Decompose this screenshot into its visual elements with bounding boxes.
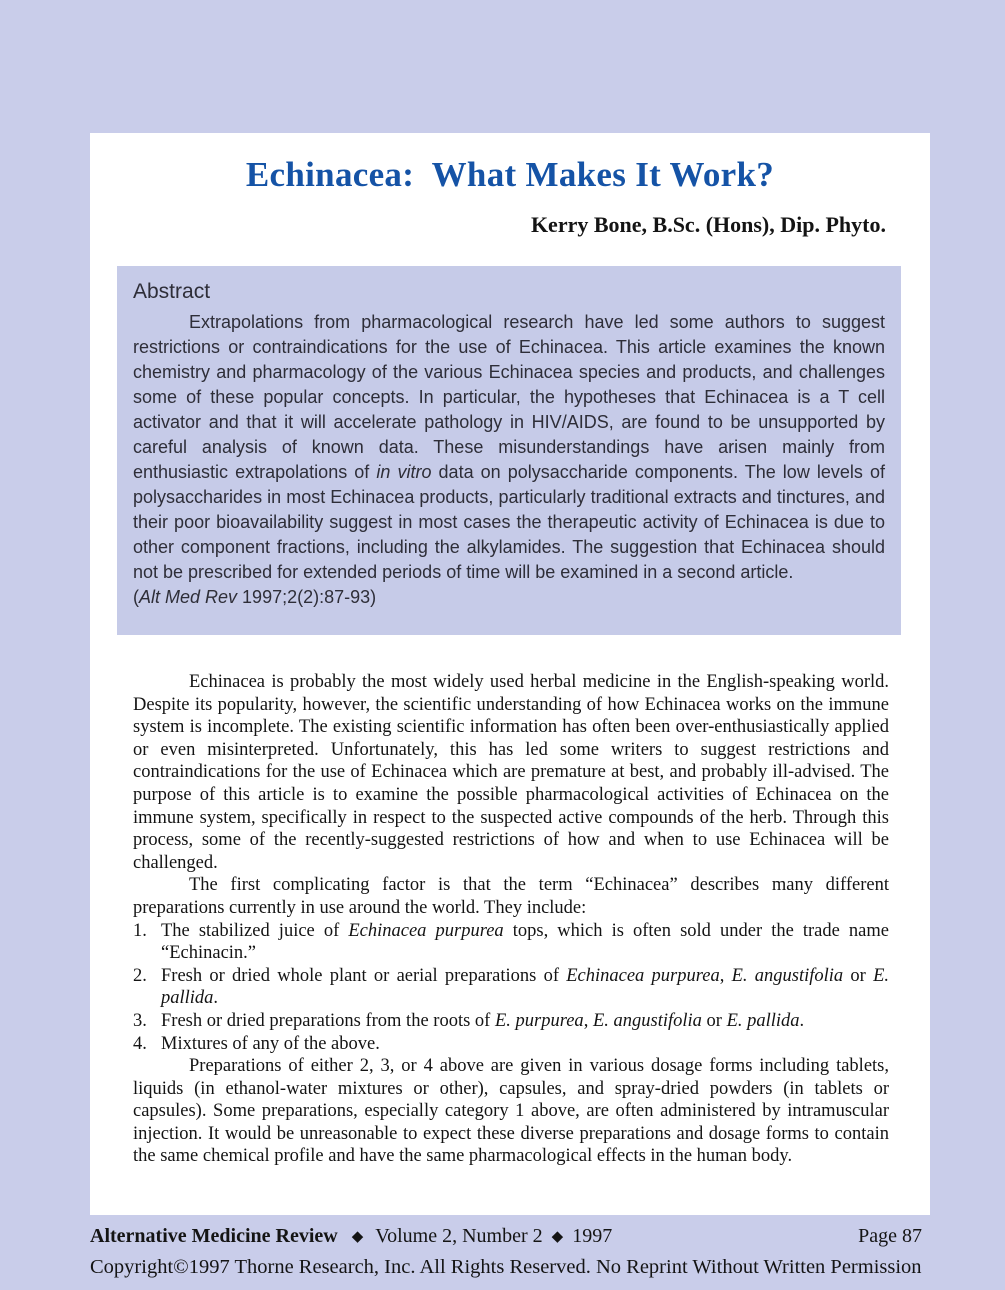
abstract-box	[117, 266, 901, 635]
year-label: 1997	[572, 1225, 613, 1247]
abstract-text: Extrapolations from pharmacological research have led some authors to suggest restrictions or contraindications for the use of Echinacea. This article examines the known chemistry and pharmacology of the various Echinacea species and products, and challenges some of these popular concepts. In particular, the hypotheses that Echinacea is a T cell activator and that it will accelerate pathology in HIV/AIDS, are found to be unsupported by careful analysis of known data. These misunderstandings have arisen mainly from enthusiastic extrapolations of in vitro data on polysaccharide components. The low levels of polysaccharides in most Echinacea products, particularly traditional extracts and tinctures, and their poor bioavailability suggest in most cases the therapeutic activity of Echinacea is due to other component fractions, including the alkylamides. The suggestion that Echinacea should not be prescribed for extended periods of time will be examined in a second article.	[133, 312, 886, 582]
abstract-heading: Abstract	[133, 280, 211, 303]
preparation-list	[133, 920, 889, 1056]
body-paragraph-1: Echinacea is probably the most widely used herbal medicine in the English-speaking world. Despite its popularity, however, the scientific understanding of how Echinacea works on the immune system is incomplete. The existing scientific information has often been over-enthusiastically applied or even misinterpreted. Unfortunately, this has led some writers to suggest restrictions and contraindications for the use of Echinacea which are premature at best, and probably ill-advised. The purpose of this article is to examine the possible pharmacological activities of Echinacea on the immune system, specifically in respect to the suspected active compounds of the herb. Through this process, some of the recently-suggested restrictions of how and when to use Echinacea will be challenged.	[133, 672, 889, 873]
list-item-text: Fresh or dried preparations from the roots of E. purpurea, E. angustifolia or E. pallida.	[161, 1010, 805, 1031]
article-title: Echinacea: What Makes It Work?	[245, 155, 775, 194]
body-paragraph-2: The first complicating factor is that the term “Echinacea” describes many different preparations currently in use around the world. They include:	[133, 875, 889, 918]
list-item-text: Mixtures of any of the above.	[161, 1033, 380, 1054]
abstract-citation: (Alt Med Rev 1997;2(2):87-93)	[133, 587, 377, 607]
journal-name: Alternative Medicine Review	[90, 1225, 338, 1247]
list-item-number: 4.	[133, 1033, 147, 1054]
list-item-number: 2.	[133, 965, 147, 986]
page-number: Page 87	[858, 1225, 922, 1247]
list-item-text: Fresh or dried whole plant or aerial preparations of Echinacea purpurea, E. angustifolia or E. pallida.	[161, 965, 890, 1009]
list-item-text: The stabilized juice of Echinacea purpurea tops, which is often sold under the trade name “Echinacin.”	[161, 920, 889, 964]
diamond-icon: ◆	[351, 1229, 364, 1245]
author-byline: Kerry Bone, B.Sc. (Hons), Dip. Phyto.	[530, 212, 886, 237]
journal-footer	[90, 1225, 922, 1248]
list-item	[133, 1010, 889, 1033]
article-sheet	[90, 133, 930, 1215]
diamond-icon: ◆	[551, 1229, 564, 1245]
article-body	[133, 671, 889, 1168]
list-item	[133, 1033, 889, 1056]
body-paragraph-3: Preparations of either 2, 3, or 4 above are given in various dosage forms including tablets, liquids (in ethanol-water mixtures or other), capsules, and spray-dried powders (in tablets or capsules). Some preparations, especially category 1 above, are often administered by intramuscular injection. It would be unreasonable to expect these diverse preparations and dosage forms to contain the same chemical profile and have the same pharmacological effects in the human body.	[133, 1056, 889, 1167]
list-item-number: 1.	[133, 920, 147, 941]
issue-label: Volume 2, Number 2	[375, 1225, 543, 1247]
list-item	[133, 965, 889, 1010]
copyright-line: Copyright©1997 Thorne Research, Inc. All Rights Reserved. No Reprint Without Written Permission	[90, 1256, 922, 1278]
list-item-number: 3.	[133, 1010, 147, 1031]
list-item	[133, 920, 889, 965]
